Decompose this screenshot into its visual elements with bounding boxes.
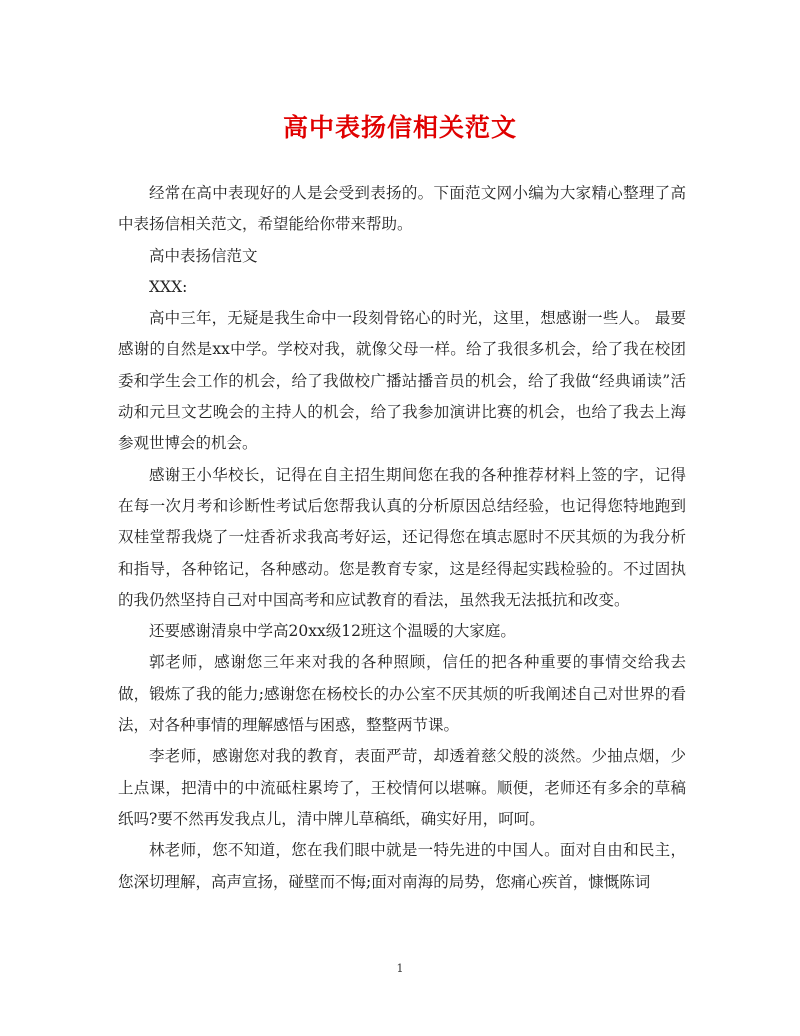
document-body xyxy=(118,178,686,898)
section-heading: 高中表扬信范文 xyxy=(149,246,258,265)
body-paragraph: 郭老师，感谢您三年来对我的各种照顾，信任的把各种重要的事情交给我去做，锻炼了我的能力;感谢您在杨校长的办公室不厌其烦的听我阐述自己对世界的看法，对各种事情的理解感悟与困惑，整整两节课。 xyxy=(118,653,686,735)
page-number: 1 xyxy=(396,962,404,975)
body-paragraph: 高中三年，无疑是我生命中一段刻骨铭心的时光，这里，想感谢一些人。 最要感谢的自然是xx中学。学校对我，就像父母一样。给了我很多机会，给了我在校团委和学生会工作的机会，给了我做校广播站播音员的机会，给了我做“经典诵读”活动和元旦文艺晚会的主持人的机会，给了我参加演讲比赛的机会，也给了我去上海参观世博会的机会。 xyxy=(118,309,686,453)
page-title: 高中表扬信相关范文 xyxy=(282,113,517,142)
body-paragraph: 还要感谢清泉中学高20xx级12班这个温暖的大家庭。 xyxy=(149,622,516,641)
body-paragraph: 感谢王小华校长，记得在自主招生期间您在我的各种推荐材料上签的字，记得在每一次月考和诊断性考试后您帮我认真的分析原因总结经验，也记得您特地跑到双桂堂帮我烧了一炷香祈求我高考好运，还记得您在填志愿时不厌其烦的为我分析和指导，各种铭记，各种感动。您是教育专家，这是经得起实践检验的。不过固执的我仍然坚持自己对中国高考和应试教育的看法，虽然我无法抵抗和改变。 xyxy=(118,465,686,609)
body-paragraph: 林老师，您不知道，您在我们眼中就是一特先进的中国人。面对自由和民主，您深切理解，高声宣扬，碰壁而不悔;面对南海的局势，您痛心疾首，慷慨陈词 xyxy=(118,841,686,891)
intro-paragraph: 经常在高中表现好的人是会受到表扬的。下面范文网小编为大家精心整理了高中表扬信相关范文，希望能给你带来帮助。 xyxy=(118,184,686,234)
salutation: XXX: xyxy=(149,277,188,296)
body-paragraph: 李老师，感谢您对我的教育，表面严苛，却透着慈父般的淡然。少抽点烟，少上点课，把清中的中流砥柱累垮了，王校情何以堪嘛。顺便，老师还有多余的草稿纸吗?要不然再发我点儿，清中牌儿草稿纸，确实好用，呵呵。 xyxy=(118,747,686,828)
